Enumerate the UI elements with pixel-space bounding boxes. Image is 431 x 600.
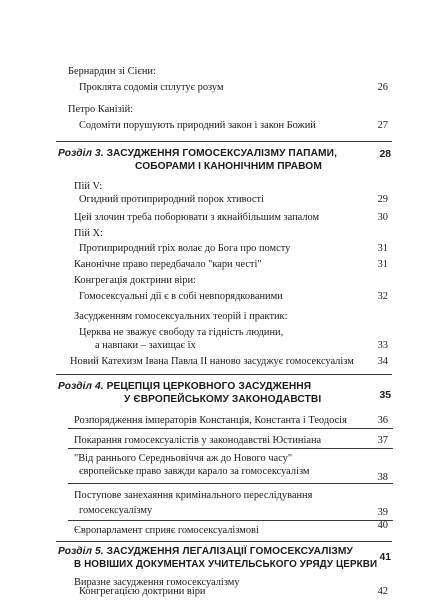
toc-entry-text: Гомосексуальні дії є в собі невпорядкованими	[79, 291, 283, 302]
toc-entry[interactable]	[0, 211, 431, 226]
section-label: Розділ 3.	[58, 148, 104, 159]
section-page-number: 41	[379, 552, 391, 563]
toc-entry[interactable]	[0, 103, 431, 118]
section-title: РЕЦЕПЦІЯ ЦЕРКОВНОГО ЗАСУДЖЕННЯ	[106, 381, 312, 392]
toc-entry[interactable]	[0, 242, 431, 257]
section-divider	[56, 541, 392, 542]
toc-page-number: 31	[377, 259, 388, 270]
toc-entry[interactable]	[0, 489, 431, 504]
toc-entry[interactable]	[0, 274, 431, 289]
toc-page-number: 42	[377, 586, 388, 597]
toc-entry-text: Пій V:	[74, 181, 103, 192]
section-divider	[56, 141, 392, 142]
toc-entry-text: Засудженням гомосексуальних теорій і практик:	[74, 311, 288, 322]
section-title: ЗАСУДЖЕННЯ ГОМОСЕКСУАЛІЗМУ ПАПАМИ,	[106, 148, 337, 159]
section-label: Розділ 5.	[58, 546, 104, 557]
toc-entry-text: а навпаки – захищає їх	[95, 340, 196, 351]
toc-entry-text: європейське право завжди карало за гомосексуалізм	[79, 466, 310, 477]
toc-entry[interactable]	[0, 414, 431, 429]
section-title: В НОВІШИХ ДОКУМЕНТАХ УЧИТЕЛЬСЬКОГО УРЯДУ ЦЕРКВИ	[74, 559, 378, 570]
section-page-number: 28	[379, 149, 391, 160]
toc-page-number: 31	[377, 243, 388, 254]
toc-page-number: 32	[377, 291, 388, 302]
toc-page-number: 36	[377, 415, 388, 426]
toc-entry-text: Конгрегацією доктрини віри	[79, 586, 206, 597]
section-page-number: 35	[379, 390, 391, 401]
toc-entry-text: Цей злочин треба поборювати з якнайбільшим запалом	[74, 212, 320, 223]
section-heading-line	[0, 552, 431, 573]
toc-entry-line	[0, 585, 431, 600]
toc-entry[interactable]	[0, 65, 431, 80]
section-title: ЗАСУДЖЕННЯ ЛЕГАЛІЗАЦІЇ ГОМОСЕКСУАЛІЗМУ	[106, 546, 353, 557]
toc-page-number: 29	[377, 194, 388, 205]
toc-entry[interactable]	[0, 193, 431, 208]
toc-entry-text: Новий Катехизм Івана Павла II наново засуджує гомосексуалізм	[70, 356, 354, 367]
toc-entry[interactable]	[0, 227, 431, 242]
toc-entry[interactable]	[0, 290, 431, 305]
toc-entry[interactable]	[0, 258, 431, 273]
toc-entry-text: Конгрегація доктрини віри:	[74, 275, 196, 286]
toc-entry[interactable]	[0, 119, 431, 134]
toc-entry-text: Проклята содомія сплутує розум	[79, 82, 224, 93]
toc-entry[interactable]	[0, 81, 431, 96]
toc-entry-text: Європарламент сприяє гомосексуалізмові	[74, 525, 259, 536]
toc-page-number: 27	[377, 120, 388, 131]
toc-page-number: 37	[377, 435, 388, 446]
toc-page-number: 38	[377, 472, 388, 483]
entry-divider	[68, 483, 393, 484]
toc-entry-line	[0, 339, 431, 354]
section-heading-line	[0, 390, 431, 408]
toc-entry-line	[0, 465, 431, 483]
toc-entry[interactable]	[0, 310, 431, 325]
toc-entry[interactable]	[0, 520, 431, 539]
section-title: СОБОРАМИ І КАНОНІЧНИМ ПРАВОМ	[135, 161, 322, 172]
toc-entry-text: Церква не зважує свободу та гідність людини,	[79, 327, 284, 338]
section-divider	[56, 374, 392, 375]
toc-entry-text: Виразне засудження гомосексуалізму	[74, 577, 240, 588]
entry-divider	[68, 448, 393, 449]
toc-entry-text: Огидний протиприродний порок хтивості	[79, 194, 264, 205]
toc-entry-text: Покарання гомосексуалістів у законодавстві Юстиніана	[74, 435, 322, 446]
toc-page-number: 34	[377, 356, 388, 367]
toc-entry-text: Поступове занехаяння кримінального переслідування	[74, 490, 313, 501]
toc-entry-text: гомосексуалізму	[79, 505, 153, 516]
toc-page-number: 33	[377, 340, 388, 351]
toc-entry-text: Пій X:	[74, 228, 103, 239]
toc-entry-text: Розпорядження імператорів Констанція, Константа і Теодосія	[74, 415, 347, 426]
entry-divider	[68, 520, 393, 521]
section-label: Розділ 4.	[58, 381, 104, 392]
toc-entry-text: "Від раннього Середньовіччя аж до Нового часу"	[74, 453, 293, 464]
toc-entry[interactable]	[0, 434, 431, 449]
toc-page-number: 30	[377, 212, 388, 223]
entry-divider	[68, 428, 393, 429]
toc-entry-text: Протиприродний гріх волає до Бога про помсту	[79, 243, 291, 254]
toc-page-number: 26	[377, 82, 388, 93]
toc-entry-text: Бернардин зі Сієни:	[68, 66, 156, 77]
toc-entry-text: Петро Канізій:	[68, 104, 134, 115]
toc-page-number: 40	[377, 520, 388, 531]
section-title: У ЄВРОПЕЙСЬКОМУ ЗАКОНОДАВСТВІ	[124, 394, 322, 405]
toc-entry[interactable]	[0, 355, 431, 370]
toc-entry-text: Канонічне право передбачало "кари честі"	[74, 259, 262, 270]
toc-page-number: 39	[377, 507, 388, 518]
toc-entry-line	[0, 504, 431, 519]
toc-entry-text: Содоміти порушують природний закон і закон Божий	[79, 120, 316, 131]
